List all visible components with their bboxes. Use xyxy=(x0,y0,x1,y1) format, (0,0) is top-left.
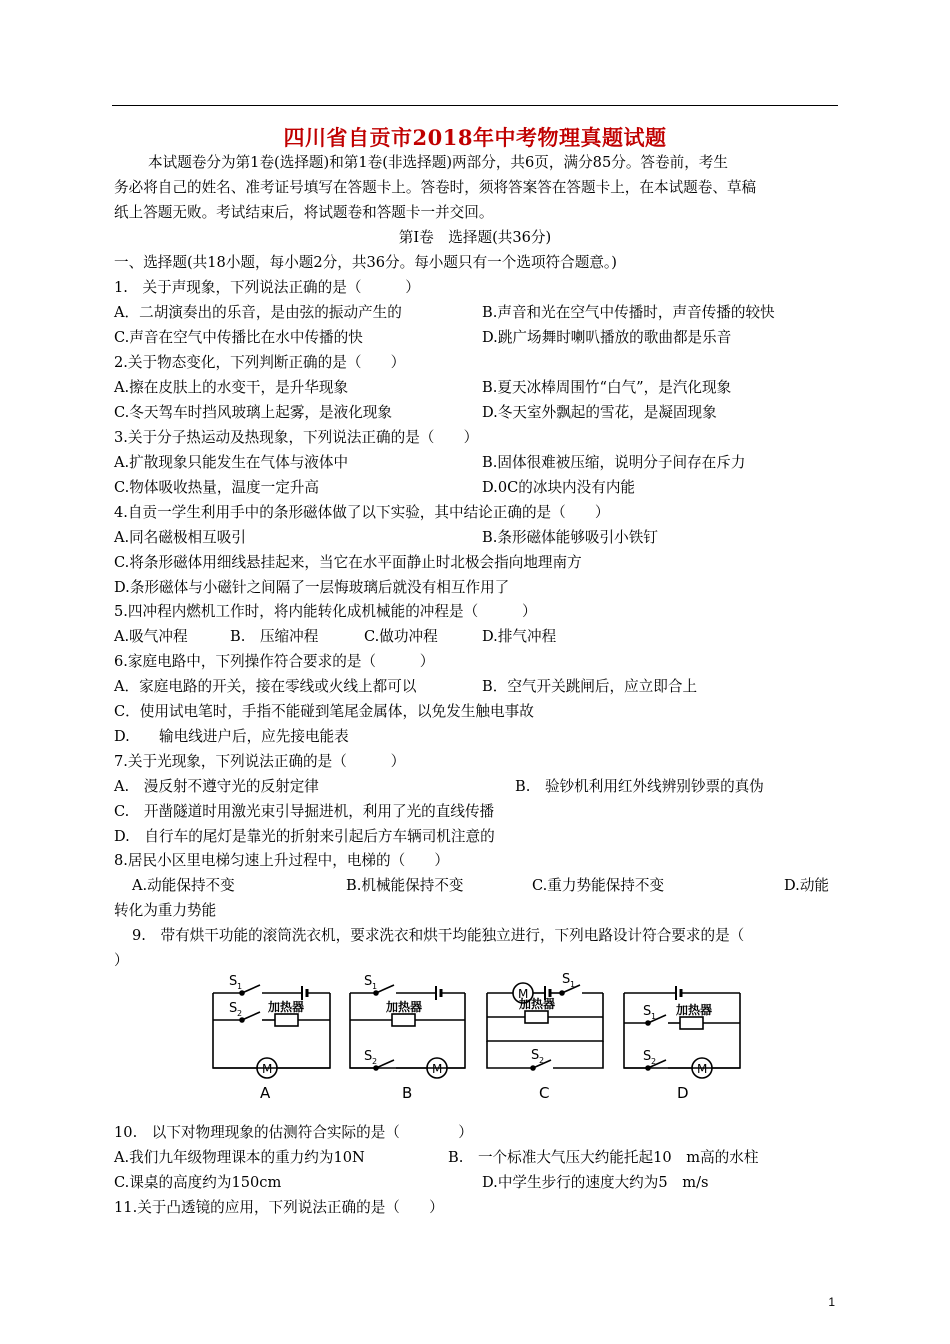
q7-option-b: B. 验钞机利用红外线辨别钞票的真伪 xyxy=(515,778,764,795)
circuit-d xyxy=(624,986,740,1102)
circuit-c-heater-label: 加热器 xyxy=(519,997,556,1011)
q3-option-a: A.扩散现象只能发生在气体与液体中 xyxy=(114,454,349,471)
q3-option-d: D.0C的冰块内没有内能 xyxy=(482,479,636,496)
q9-stem: 9. 带有烘干功能的滚筒洗衣机，要求洗衣和烘干均能独立进行，下列电路设计符合要求的是（ xyxy=(132,927,745,944)
q6-stem: 6.家庭电路中，下列操作符合要求的是（ ） xyxy=(114,653,435,670)
q7-option-d: D. 自行车的尾灯是靠光的折射来引起后方车辆司机注意的 xyxy=(114,828,495,845)
q10-option-d: D.中学生步行的速度大约为5 m/s xyxy=(482,1174,709,1191)
circuit-b xyxy=(350,974,465,1102)
circuit-a-label: A xyxy=(260,1084,271,1102)
q3-option-b: B.固体很难被压缩，说明分子间存在斥力 xyxy=(482,454,746,471)
circuit-c-s2: S xyxy=(531,1048,540,1063)
q7-stem: 7.关于光现象，下列说法正确的是（ ） xyxy=(114,753,406,770)
circuit-c-label: C xyxy=(539,1084,550,1102)
circuit-b-s2-sub: 2 xyxy=(372,1057,378,1066)
circuit-c-s1-sub: 1 xyxy=(570,980,576,989)
q1-option-c: C.声音在空气中传播比在水中传播的快 xyxy=(114,329,363,346)
circuit-b-heater-label: 加热器 xyxy=(386,1000,423,1014)
q8-option-c: C.重力势能保持不变 xyxy=(532,877,665,894)
circuit-d-s2: S xyxy=(643,1049,652,1064)
q5-option-b: B. 压缩冲程 xyxy=(230,628,319,645)
circuit-c xyxy=(487,972,603,1102)
q1-stem: 1. 关于声现象，下列说法正确的是（ ） xyxy=(114,279,420,296)
q6-option-d: D. 输电线进户后，应先接电能表 xyxy=(114,728,349,745)
circuit-b-label: B xyxy=(402,1084,413,1102)
q2-option-a: A.擦在皮肤上的水变干，是升华现象 xyxy=(114,379,349,396)
q6-option-b: B．空气开关跳闸后，应立即合上 xyxy=(482,678,698,695)
q10-stem: 10. 以下对物理现象的估测符合实际的是（ ） xyxy=(114,1124,473,1141)
circuit-a xyxy=(213,974,330,1102)
q1-option-b: B.声音和光在空气中传播时，声音传播的较快 xyxy=(482,304,775,321)
circuit-d-motor: M xyxy=(697,1062,708,1076)
circuit-b-motor: M xyxy=(432,1062,443,1076)
q5-option-a: A.吸气冲程 xyxy=(114,628,188,645)
header-rule xyxy=(112,105,838,106)
circuit-d-s2-sub: 2 xyxy=(651,1057,657,1066)
circuit-a-s2-sub: 2 xyxy=(237,1009,243,1018)
q4-option-c: C.将条形磁体用细线悬挂起来，当它在水平面静止时北极会指向地理南方 xyxy=(114,554,582,571)
q10-option-b: B. 一个标准大气压大约能托起10 m高的水柱 xyxy=(448,1149,759,1166)
circuit-a-motor: M xyxy=(262,1062,273,1076)
q4-option-d: D.条形磁体与小磁针之间隔了一层悔玻璃后就没有相互作用了 xyxy=(114,579,510,596)
q10-option-c: C.课桌的高度约为150cm xyxy=(114,1174,282,1191)
q4-stem: 4.自贡一学生利用手中的条形磁体做了以下实验，其中结论正确的是（ ） xyxy=(114,504,610,521)
q8-option-d: D.动能 xyxy=(784,877,830,894)
circuit-d-label: D xyxy=(677,1084,689,1102)
q5-option-d: D.排气冲程 xyxy=(482,628,557,645)
q8-stem: 8.居民小区里电梯匀速上升过程中，电梯的（ ） xyxy=(114,852,449,869)
q9-circuit-diagrams xyxy=(0,965,950,1105)
page-number: 1 xyxy=(828,1295,835,1309)
circuit-a-s2: S xyxy=(229,1001,238,1016)
q8-option-d-cont: 转化为重力势能 xyxy=(114,902,217,919)
section-heading: 第Ⅰ卷 选择题(共36分) xyxy=(398,229,552,246)
circuit-a-s1: S xyxy=(229,974,238,989)
q10-option-a: A.我们九年级物理课本的重力约为10N xyxy=(114,1149,365,1166)
circuit-d-s1-sub: 1 xyxy=(651,1012,657,1021)
page-title: 四川省自贡市2018年中考物理真题试题 xyxy=(283,125,667,150)
circuit-c-motor: M xyxy=(518,987,529,1001)
q2-stem: 2.关于物态变化，下列判断正确的是（ ） xyxy=(114,354,406,371)
circuit-a-s1-sub: 1 xyxy=(237,982,243,991)
q8-option-b: B.机械能保持不变 xyxy=(346,877,464,894)
q4-option-b: B.条形磁体能够吸引小铁钉 xyxy=(482,529,658,546)
q11-stem: 11.关于凸透镜的应用，下列说法正确的是（ ） xyxy=(114,1199,444,1216)
q2-option-c: C.冬天驾车时挡风玻璃上起雾，是液化现象 xyxy=(114,404,392,421)
q2-option-d: D.冬天室外飘起的雪花，是凝固现象 xyxy=(482,404,717,421)
q7-option-a: A. 漫反射不遵守光的反射定律 xyxy=(114,778,319,795)
q3-stem: 3.关于分子热运动及热现象，下列说法正确的是（ ） xyxy=(114,429,479,446)
circuit-b-s1-sub: 1 xyxy=(372,982,378,991)
intro-line-3: 纸上答题无败。考试结束后，将试题卷和答题卡一并交回。 xyxy=(114,204,494,221)
circuit-d-heater-label: 加热器 xyxy=(676,1003,713,1017)
intro-line-1: 本试题卷分为第1卷(选择题)和第1卷(非选择题)两部分，共6页，满分85分。答卷前，考生 xyxy=(148,154,728,171)
q1-option-a: A．二胡演奏出的乐音，是由弦的振动产生的 xyxy=(114,304,402,321)
q6-option-c: C．使用试电笔时，手指不能碰到笔尾金属体，以免发生触电事故 xyxy=(114,703,534,720)
q2-option-b: B.夏天冰棒周围竹“白气”，是汽化现象 xyxy=(482,379,732,396)
q8-option-a: A.动能保持不变 xyxy=(132,877,235,894)
q5-stem: 5.四冲程内燃机工作时，将内能转化成机械能的冲程是（ ） xyxy=(114,603,537,620)
instruction: 一、选择题(共18小题，每小题2分，共36分。每小题只有一个选项符合题意。) xyxy=(114,254,617,271)
q1-option-d: D.跳广场舞时喇叭播放的歌曲都是乐音 xyxy=(482,329,732,346)
circuit-a-heater-label: 加热器 xyxy=(268,1000,305,1014)
circuit-b-s1: S xyxy=(364,974,373,989)
circuit-b-s2: S xyxy=(364,1049,373,1064)
q3-option-c: C.物体吸收热量，温度一定升高 xyxy=(114,479,320,496)
intro-line-2: 务必将自己的姓名、准考证号填写在答题卡上。答卷时，须将答案答在答题卡上，在本试题卷、草稿 xyxy=(114,179,757,196)
q4-option-a: A.同名磁极相互吸引 xyxy=(114,529,246,546)
q7-option-c: C. 开凿隧道时用激光束引导掘进机，利用了光的直线传播 xyxy=(114,803,495,820)
q6-option-a: A．家庭电路的开关，接在零线或火线上都可以 xyxy=(114,678,417,695)
circuit-c-s1: S xyxy=(562,972,571,987)
q9-stem-cont: ） xyxy=(114,952,129,969)
q5-option-c: C.做功冲程 xyxy=(364,628,438,645)
circuit-d-s1: S xyxy=(643,1004,652,1019)
circuit-c-s2-sub: 2 xyxy=(539,1056,545,1065)
